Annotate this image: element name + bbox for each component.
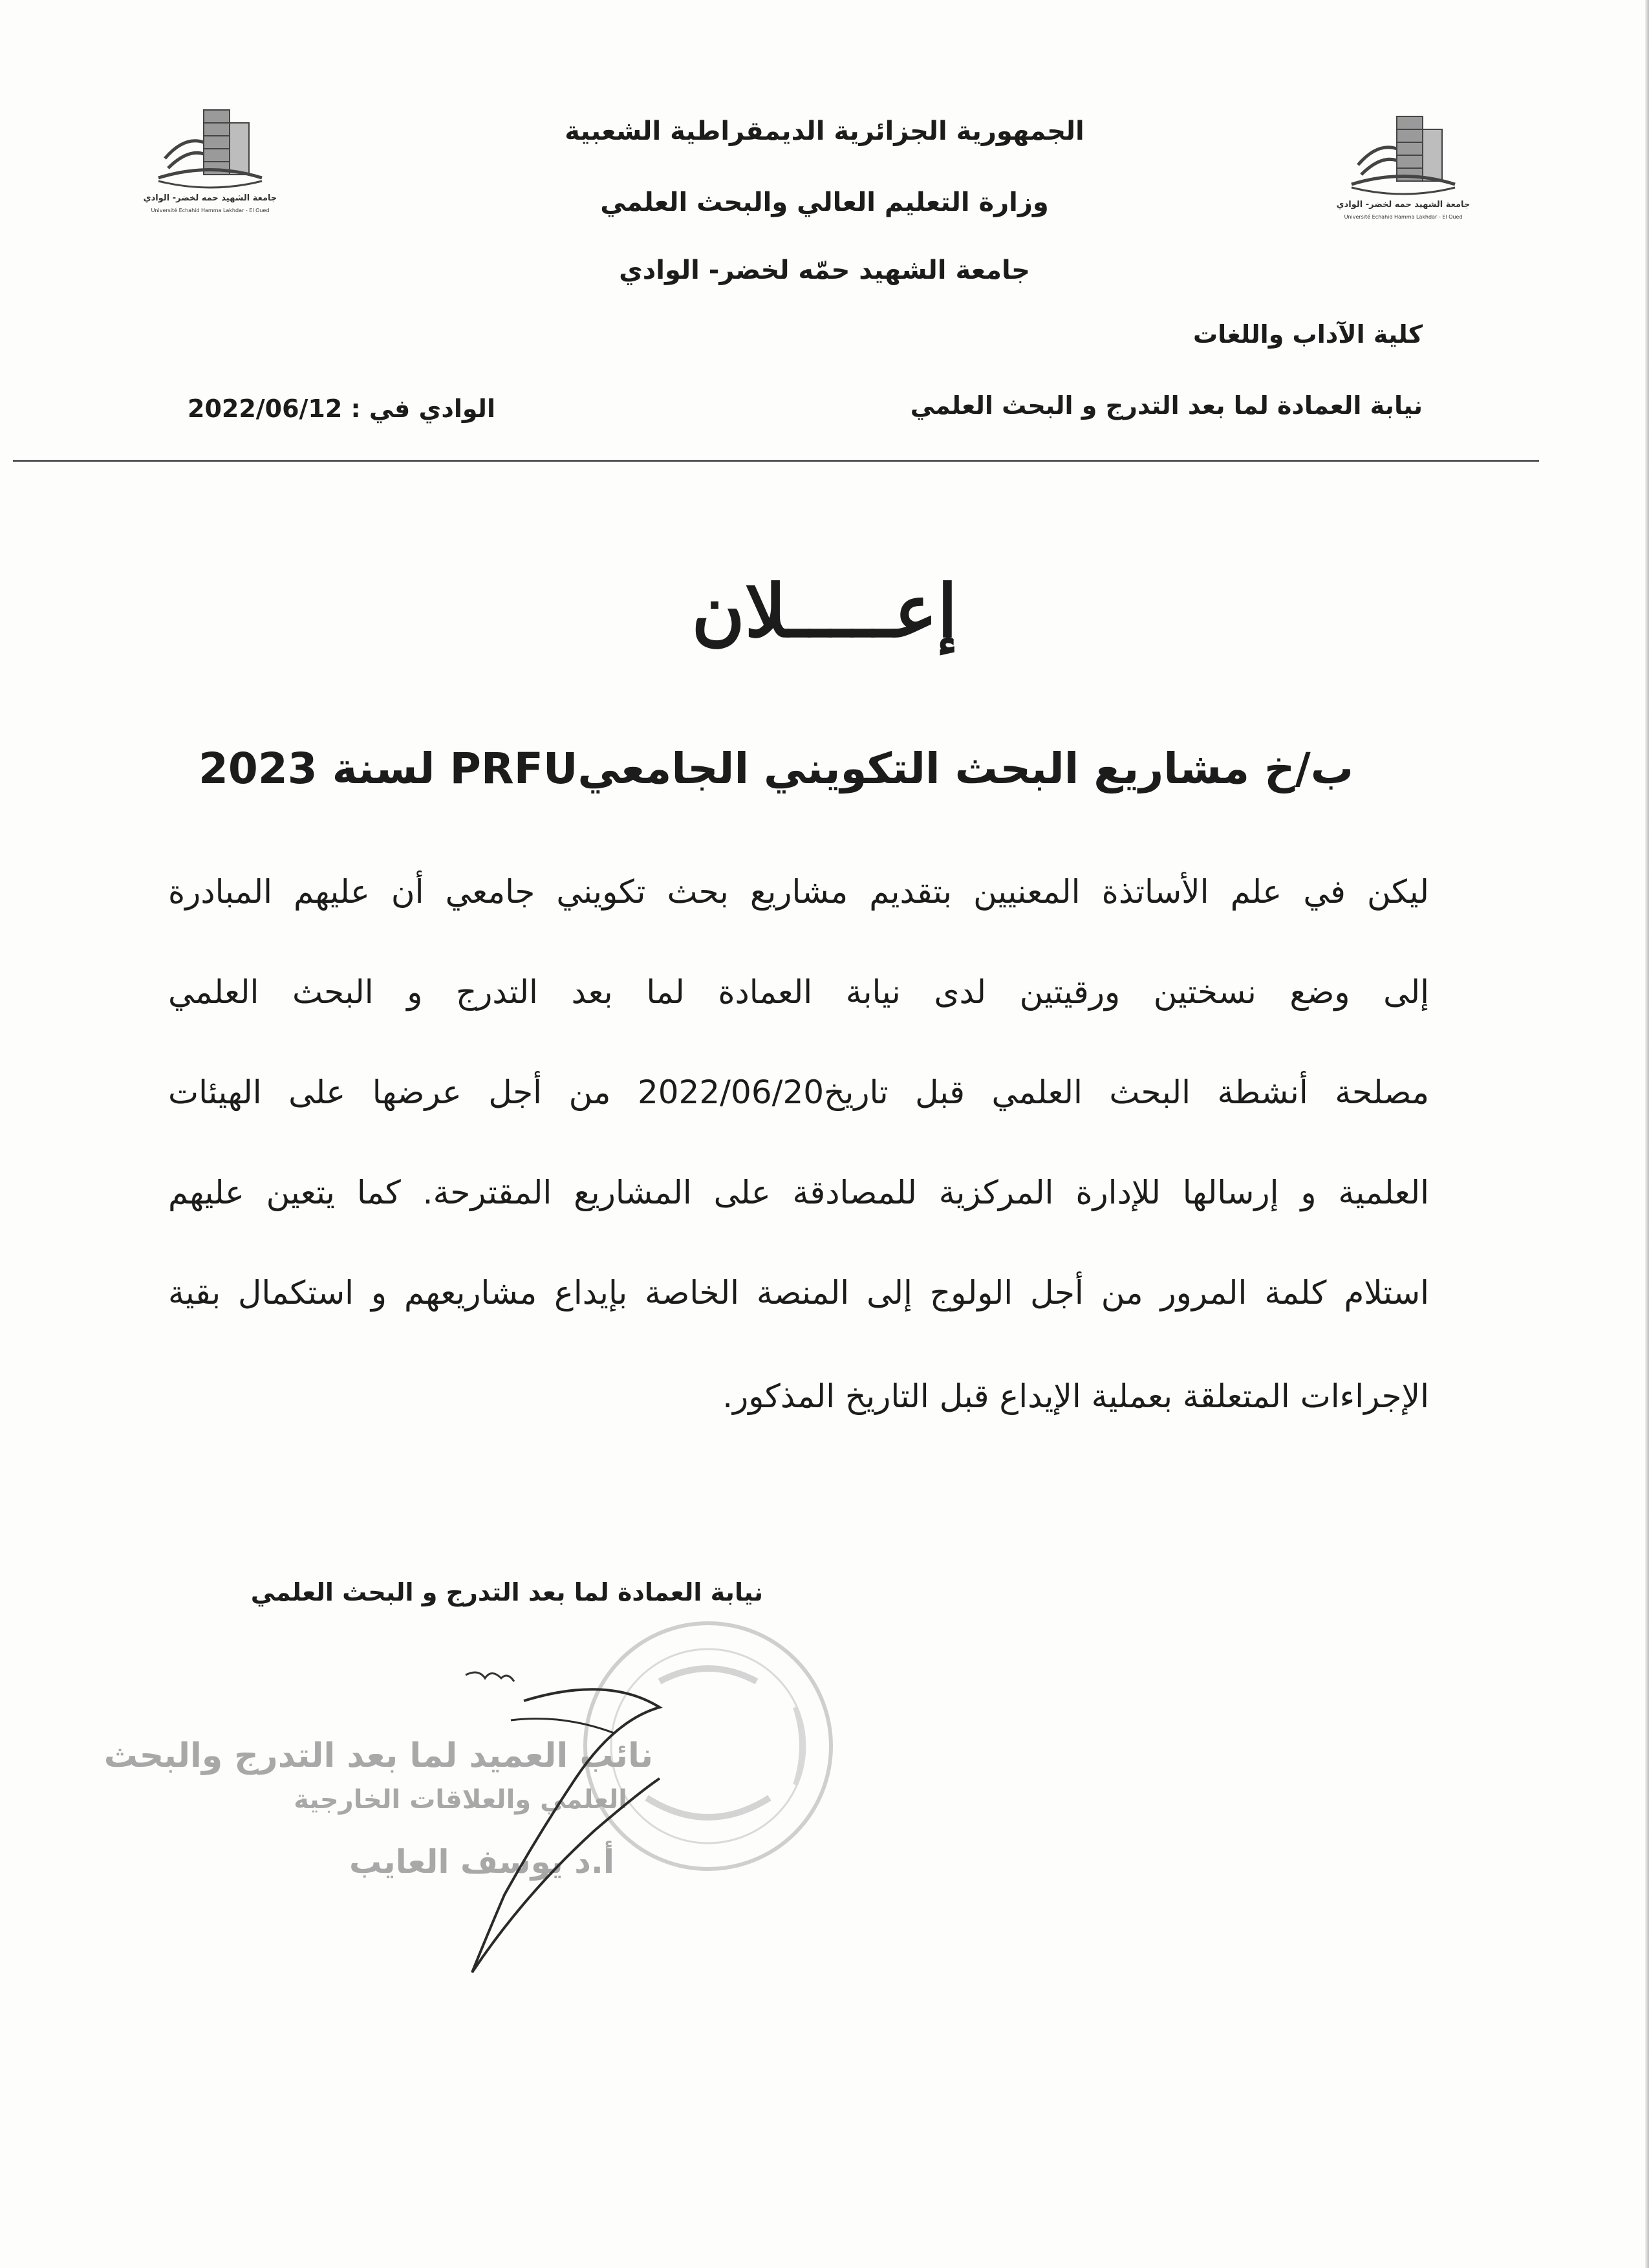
logo-right-name-ar: جامعة الشهيد حمه لخضر- الوادي [1336,200,1471,210]
body-line: إلى وضع نسختين ورقيتين لدى نيابة العمادة لما بعد التدرج و البحث العلمي [168,973,1429,1011]
signatory-name: أ.د يوسف العايب [349,1843,614,1881]
logo-left-name-ar: جامعة الشهيد حمه لخضر- الوادي [143,193,277,203]
body-line: ليكن في علم الأساتذة المعنيين بتقديم مشاريع بحث تكويني جامعي أن عليهم المبادرة [168,873,1429,911]
body-line: العلمية و إرسالها للإدارة المركزية للمصادقة على المشاريع المقترحة. كما يتعين عليهم [168,1174,1429,1211]
header-divider [13,460,1539,462]
stamp-subtitle: العلمي والعلاقات الخارجية [294,1785,627,1815]
announcement-title: إعـــــلان [691,569,958,654]
body-line: مصلحة أنشطة البحث العلمي قبل تاريخ2022/06/20 من أجل عرضها على الهيئات [168,1074,1429,1111]
signature-office: نيابة العمادة لما بعد التدرج و البحث العلمي [250,1578,763,1606]
header-university: جامعة الشهيد حمّه لخضر- الوادي [619,255,1030,285]
scan-edge-shadow [1645,0,1649,2268]
header-date: الوادي في : 2022/06/12 [188,394,495,423]
handwritten-signature [446,1662,808,1985]
logo-right-name-fr: Université Echahid Hamma Lakhdar - El Oued [1344,214,1463,220]
university-logo-right [1332,103,1474,233]
announcement-subtitle: ب/خ مشاريع البحث التكويني الجامعيPRFU لسنة 2023 [198,744,1354,794]
header-office: نيابة العمادة لما بعد التدرج و البحث العلمي [910,391,1423,420]
university-logo-icon [1332,103,1474,233]
body-line: الإجراءات المتعلقة بعملية الإيداع قبل التاريخ المذكور. [722,1377,1429,1415]
university-logo-left [139,97,281,226]
stamp-title: نائب العميد لما بعد التدرج والبحث [103,1736,653,1775]
logo-left-name-fr: Université Echahid Hamma Lakhdar - El Oued [151,208,270,213]
body-line: استلام كلمة المرور من أجل الولوج إلى المنصة الخاصة بإيداع مشاريعهم و استكمال بقية [168,1274,1429,1312]
signature-icon [446,1662,808,1985]
header-republic: الجمهورية الجزائرية الديمقراطية الشعبية [565,116,1084,146]
university-logo-icon [139,97,281,226]
header-ministry: وزارة التعليم العالي والبحث العلمي [600,188,1049,217]
header-faculty: كلية الآداب واللغات [1193,320,1423,349]
